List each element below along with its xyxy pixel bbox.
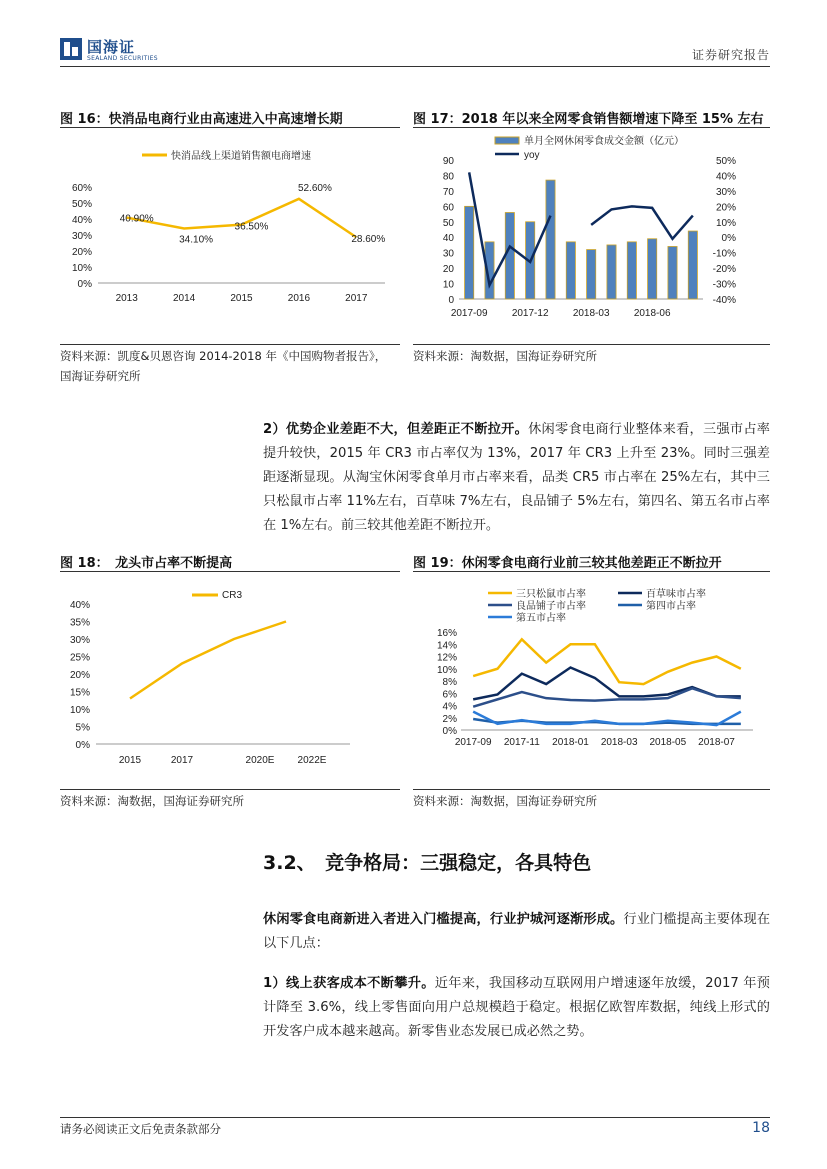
page-header: [60, 36, 770, 66]
y-right-tick-label: 20%: [715, 202, 736, 214]
data-label: 36.50%: [234, 221, 269, 233]
y-left-tick-label: 90: [442, 156, 454, 167]
fig18-title: 图 18： 龙头市占率不断提高: [60, 556, 233, 571]
y-tick-label: 12%: [436, 652, 457, 664]
x-tick-label: 2018-01: [552, 737, 589, 748]
legend-label: 良品铺子市占率: [516, 601, 586, 612]
y-tick-label: 40%: [71, 215, 92, 226]
fig19-source: 资料来源：淘数据，国海证券研究所: [413, 794, 597, 808]
fig17-title-rule: [413, 127, 770, 128]
y-tick-label: 0%: [75, 740, 90, 751]
data-label: 52.60%: [297, 182, 332, 194]
y-tick-label: 8%: [442, 677, 457, 688]
x-tick-label: 2018-03: [600, 737, 638, 748]
legend-label: 第四市占率: [646, 601, 696, 612]
paragraph-entry-barrier: [263, 908, 770, 956]
y-tick-label: 60%: [71, 183, 92, 194]
bar: [627, 242, 636, 299]
fig19-chart: [413, 584, 770, 754]
y-tick-label: 20%: [69, 670, 90, 681]
series-line: [473, 712, 741, 725]
legend-label: 三只松鼠市占率: [516, 589, 586, 600]
y-tick-label: 4%: [442, 701, 457, 713]
y-right-tick-label: 30%: [715, 186, 736, 198]
fig19-title: 图 19：休闲零食电商行业前三较其他差距正不断拉开: [413, 556, 722, 571]
page-number: 18: [752, 1120, 770, 1136]
legend-label: 快消品线上渠道销售额电商增速: [171, 151, 311, 162]
fig18-source-rule: [60, 789, 400, 790]
bar: [668, 246, 677, 299]
x-tick-label: 2018-07: [698, 737, 735, 748]
y-tick-label: 30%: [69, 635, 90, 646]
legend-label: 百草味市占率: [646, 589, 706, 600]
data-label: 34.10%: [179, 234, 214, 246]
paragraph-lead: 1）线上获客成本不断攀升。: [263, 976, 435, 991]
y-left-tick-label: 0: [448, 295, 454, 306]
fig19-title-rule: [413, 571, 770, 572]
y-tick-label: 10%: [69, 705, 90, 716]
y-left-tick-label: 50: [442, 217, 454, 229]
y-right-tick-label: 10%: [715, 217, 736, 229]
fig16-source: 资料来源：凯度&贝恩咨询 2014-2018 年《中国购物者报告》，: [60, 349, 387, 363]
bar: [688, 231, 697, 299]
legend-label-line: yoy: [524, 150, 540, 161]
header-divider: [60, 66, 770, 67]
y-right-tick-label: -10%: [712, 248, 736, 260]
bar: [566, 242, 575, 299]
fig18-chart: [60, 584, 400, 770]
y-right-tick-label: -30%: [712, 279, 736, 291]
data-label: 28.60%: [351, 234, 386, 246]
fig16-chart: [60, 136, 400, 312]
footer-divider: [60, 1117, 770, 1118]
y-tick-label: 5%: [75, 722, 90, 734]
bar: [587, 250, 596, 299]
footer-disclaimer: 请务必阅读正文后免责条款部分: [60, 1122, 221, 1136]
paragraph-lead: 2）优势企业差距不大，但差距正不断拉开。: [263, 422, 529, 437]
fig18-title-rule: [60, 571, 400, 572]
y-tick-label: 10%: [71, 263, 92, 274]
section-title: 3.2、 竞争格局：三强稳定，各具特色: [263, 852, 592, 874]
y-left-tick-label: 10: [442, 279, 454, 291]
x-tick-label: 2016: [287, 293, 311, 304]
series-line: [473, 688, 741, 706]
fig17-source-rule: [413, 344, 770, 345]
y-tick-label: 15%: [69, 687, 90, 699]
x-tick-label: 2015: [230, 293, 253, 304]
logo-cn-text: 国海证: [87, 38, 136, 56]
report-type: 证券研究报告: [691, 48, 770, 62]
y-left-tick-label: 20: [442, 264, 454, 276]
legend-swatch-bar: [495, 137, 519, 144]
fig17-chart: [413, 130, 770, 330]
x-tick-label: 2017-11: [503, 737, 540, 748]
y-tick-label: 30%: [71, 231, 92, 242]
x-tick-label: 2017-09: [454, 737, 492, 748]
bar: [465, 206, 474, 299]
y-tick-label: 35%: [69, 617, 90, 629]
x-tick-label: 2013: [115, 293, 138, 304]
y-left-tick-label: 70: [442, 186, 454, 198]
data-label: 40.90%: [119, 213, 154, 225]
y-left-tick-label: 80: [442, 171, 454, 183]
cr3-line: [130, 622, 286, 699]
fig17-title: 图 17：2018 年以来全网零食销售额增速下降至 15% 左右: [413, 112, 764, 127]
y-tick-label: 20%: [71, 247, 92, 258]
x-tick-label: 2017-12: [511, 308, 549, 319]
y-tick-label: 14%: [436, 640, 457, 652]
fig16-title-rule: [60, 127, 400, 128]
y-right-tick-label: 50%: [715, 156, 736, 167]
legend-label: CR3: [222, 590, 243, 601]
x-tick-label: 2020E: [245, 755, 275, 766]
y-tick-label: 50%: [71, 199, 92, 210]
series-line: [473, 639, 741, 684]
fig19-source-rule: [413, 789, 770, 790]
y-right-tick-label: -40%: [712, 295, 736, 306]
paragraph-leaders-gap: [263, 418, 770, 538]
paragraph-body: 休闲零食电商行业整体来看，三强市占率提升较快，2015 年 CR3 市占率仅为 13%，2017 年 CR3 上升至 23%。同时三强差距逐渐显现。从淘宝休闲零食单月市占率来看，品类 CR5 市占率在 25%左右，其中三只松鼠市占率 11%左右，百草味 7%左右，良品铺子 5%左右，第四名、第五名市占率在 1%左右。前三较其他差距不断拉开。: [263, 422, 770, 533]
x-tick-label: 2015: [118, 755, 142, 766]
y-left-tick-label: 30: [442, 248, 454, 260]
paragraph-lead: 休闲零食电商新进入者进入门槛提高，行业护城河逐渐形成。: [263, 912, 624, 927]
fig17-source: 资料来源：淘数据，国海证券研究所: [413, 349, 597, 363]
sealand-logo-icon: [60, 38, 82, 60]
y-right-tick-label: 40%: [715, 171, 736, 183]
x-tick-label: 2014: [172, 293, 196, 304]
bar: [648, 239, 657, 299]
yoy-line: [591, 206, 693, 238]
bar: [505, 213, 514, 299]
logo-en-text: SEALAND SECURITIES: [87, 55, 158, 62]
x-tick-label: 2017-09: [450, 308, 488, 319]
y-tick-label: 10%: [436, 664, 457, 676]
y-tick-label: 6%: [442, 689, 457, 701]
y-left-tick-label: 40: [442, 233, 454, 245]
x-tick-label: 2022E: [297, 755, 327, 766]
x-tick-label: 2018-05: [649, 737, 687, 748]
x-tick-label: 2018-06: [633, 308, 671, 319]
x-tick-label: 2017: [170, 755, 194, 766]
x-tick-label: 2018-03: [572, 308, 610, 319]
y-tick-label: 16%: [436, 628, 457, 639]
fig18-source: 资料来源：淘数据，国海证券研究所: [60, 794, 244, 808]
y-tick-label: 2%: [442, 713, 457, 725]
legend-label: 第五市占率: [516, 613, 566, 624]
x-tick-label: 2017: [345, 293, 368, 304]
fig16-source-rule: [60, 344, 400, 345]
y-right-tick-label: -20%: [712, 264, 736, 276]
legend-label-bar: 单月全网休闲零食成交金额（亿元）: [524, 136, 684, 147]
y-tick-label: 0%: [77, 279, 92, 290]
y-left-tick-label: 60: [442, 202, 454, 214]
paragraph-body: 近年来，我国移动互联网用户增速逐年放缓，2017 年预计降至 3.6%，线上零售面向用户总规模趋于稳定。根据亿欧智库数据，纯线上形式的开发客户成本越来越高。新零售业态发展已成必然之势。: [263, 976, 770, 1039]
fig16-title: 图 16：快消品电商行业由高速进入中高速增长期: [60, 112, 343, 127]
y-tick-label: 40%: [69, 600, 90, 611]
fig16-source-2: 国海证券研究所: [60, 369, 141, 383]
bar: [546, 180, 555, 299]
paragraph-body: 行业门槛提高主要体现在以下几点：: [263, 912, 771, 951]
y-right-tick-label: 0%: [721, 233, 736, 245]
y-tick-label: 0%: [442, 726, 457, 737]
bar: [607, 245, 616, 299]
y-tick-label: 25%: [69, 652, 90, 664]
paragraph-acquisition-cost: [263, 972, 770, 1044]
